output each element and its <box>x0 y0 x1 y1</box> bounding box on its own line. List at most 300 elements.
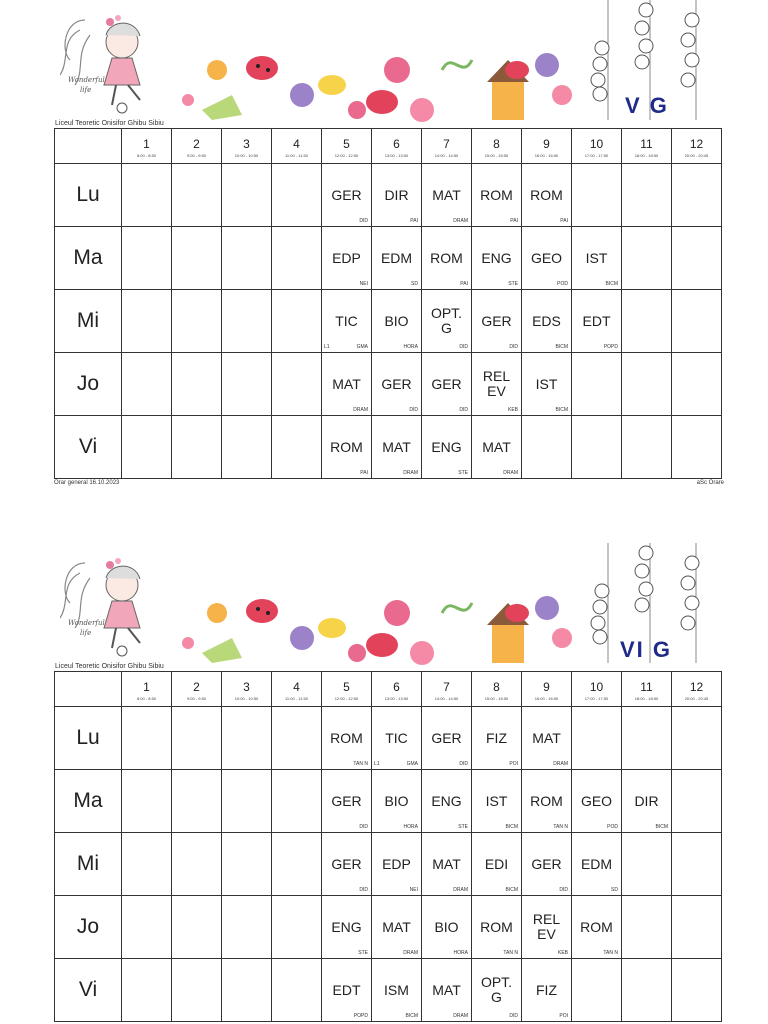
lesson-cell <box>122 896 172 959</box>
teacher-code: POPD <box>603 344 618 350</box>
subject-name: GEO <box>580 792 613 809</box>
svg-text:life: life <box>80 86 92 94</box>
period-time: 8:00 - 8:50 <box>136 152 157 158</box>
teacher-code: POI <box>509 761 518 767</box>
period-number: 1 <box>143 679 150 694</box>
subject-name: ROM <box>480 186 513 203</box>
lesson-cell <box>622 896 672 959</box>
lesson-cell <box>172 416 222 479</box>
period-header <box>422 672 472 707</box>
period-header <box>622 672 672 707</box>
period-number: 8 <box>493 679 500 694</box>
teacher-code: STE <box>508 281 518 287</box>
lesson-cell <box>322 353 372 416</box>
lesson-cell <box>322 290 372 353</box>
lesson-cell <box>122 290 172 353</box>
timetable-grid <box>54 671 722 1022</box>
day-row <box>55 416 722 479</box>
lesson-cell <box>272 770 322 833</box>
day-label: Ma <box>55 770 122 833</box>
lesson-cell <box>422 959 472 1022</box>
period-time: 12:00 - 12:50 <box>334 152 359 158</box>
period-number: 7 <box>443 679 450 694</box>
subject-name: TIC <box>385 729 408 746</box>
teacher-code: DID <box>509 344 518 350</box>
decorative-header <box>0 543 768 671</box>
lesson-cell <box>172 290 222 353</box>
subject-name: REL EV <box>532 911 561 942</box>
lesson-cell <box>572 770 622 833</box>
subject-name: OPT. G <box>430 305 463 336</box>
subject-name: BIO <box>384 312 409 329</box>
period-header <box>572 672 622 707</box>
lesson-cell <box>572 416 622 479</box>
subject-name: FIZ <box>536 981 557 998</box>
lesson-cell <box>422 416 472 479</box>
lesson-cell <box>172 959 222 1022</box>
period-header <box>122 129 172 164</box>
lesson-cell <box>472 896 522 959</box>
teacher-code: PAI <box>460 281 468 287</box>
period-time: 16:00 - 16:50 <box>534 695 559 701</box>
day-row <box>55 896 722 959</box>
period-time: 18:00 - 18:50 <box>634 152 659 158</box>
teacher-code: GMA <box>356 344 368 350</box>
period-time: 17:00 - 17:50 <box>584 695 609 701</box>
lesson-cell <box>572 353 622 416</box>
lesson-cell <box>472 353 522 416</box>
lesson-cell <box>622 833 672 896</box>
period-time: 9:00 - 9:50 <box>186 695 207 701</box>
teacher-code: POD <box>557 281 568 287</box>
lesson-cell <box>322 707 372 770</box>
subject-name: MAT <box>382 438 411 455</box>
period-header <box>172 129 222 164</box>
lesson-cell <box>572 833 622 896</box>
subject-name: MAT <box>432 981 461 998</box>
timetable-block-1 <box>0 0 768 500</box>
subject-name: REL EV <box>482 368 511 399</box>
day-label: Ma <box>55 227 122 290</box>
subject-name: GER <box>431 375 462 392</box>
teacher-code: NEI <box>409 887 418 893</box>
teacher-code: TAN N <box>553 824 568 830</box>
lesson-cell <box>422 833 472 896</box>
teacher-code: TAN N <box>503 950 518 956</box>
subject-name: GER <box>531 855 562 872</box>
girl-illustration <box>60 0 180 118</box>
subject-name: ROM <box>530 186 563 203</box>
period-number: 12 <box>689 679 704 694</box>
period-header <box>472 672 522 707</box>
day-label: Mi <box>55 833 122 896</box>
footer-left: Orar general 16.10.2023 <box>54 480 120 486</box>
teacher-code: DRAM <box>453 887 468 893</box>
teacher-code: HORA <box>403 824 418 830</box>
subject-name: EDP <box>332 249 361 266</box>
lesson-cell <box>372 770 422 833</box>
period-header <box>422 129 472 164</box>
subject-name: MAT <box>482 438 511 455</box>
lesson-cell <box>122 770 172 833</box>
teacher-code: BICM <box>555 344 568 350</box>
period-time: 15:00 - 15:50 <box>484 152 509 158</box>
lesson-cell <box>122 959 172 1022</box>
corner-cell <box>55 672 122 707</box>
period-number: 1 <box>143 136 150 151</box>
subject-name: GER <box>331 186 362 203</box>
subject-name: GER <box>481 312 512 329</box>
period-header <box>522 129 572 164</box>
subject-name: GER <box>331 792 362 809</box>
teacher-code: STE <box>358 950 368 956</box>
teacher-code: POI <box>559 1013 568 1019</box>
subject-name: EDT <box>582 312 611 329</box>
lesson-cell <box>522 959 572 1022</box>
subject-name: BIO <box>384 792 409 809</box>
period-header <box>322 129 372 164</box>
teacher-code: POD <box>607 824 618 830</box>
period-number: 4 <box>293 136 300 151</box>
period-time: 11:00 - 11:50 <box>285 695 308 701</box>
teacher-code: TAN N <box>603 950 618 956</box>
day-row <box>55 353 722 416</box>
school-name: Liceul Teoretic Onisifor Ghibu Sibiu <box>55 663 164 670</box>
teacher-code: PAI <box>410 218 418 224</box>
day-row <box>55 227 722 290</box>
subject-name: ROM <box>530 792 563 809</box>
lesson-cell <box>422 770 472 833</box>
lesson-cell <box>372 833 422 896</box>
lesson-cell <box>672 707 722 770</box>
lesson-cell <box>172 770 222 833</box>
lesson-cell <box>622 416 672 479</box>
subject-name: GER <box>381 375 412 392</box>
lesson-cell <box>272 227 322 290</box>
lesson-cell <box>272 164 322 227</box>
day-row <box>55 833 722 896</box>
lesson-cell <box>122 707 172 770</box>
lesson-cell <box>272 833 322 896</box>
svg-text:life: life <box>80 629 92 637</box>
period-header <box>672 672 722 707</box>
lesson-cell <box>222 290 272 353</box>
teacher-code: SD <box>611 887 618 893</box>
period-number: 11 <box>640 679 653 694</box>
subject-name: ISM <box>384 981 409 998</box>
period-number: 2 <box>193 679 200 694</box>
lesson-cell <box>222 164 272 227</box>
lesson-cell <box>322 416 372 479</box>
subject-name: FIZ <box>486 729 507 746</box>
lesson-cell <box>572 707 622 770</box>
period-header <box>122 672 172 707</box>
lesson-cell <box>322 227 372 290</box>
teacher-code: STE <box>458 470 468 476</box>
period-header-row <box>55 129 722 164</box>
day-label: Vi <box>55 416 122 479</box>
period-number: 6 <box>393 136 400 151</box>
teacher-code: HORA <box>403 344 418 350</box>
period-time: 16:00 - 16:50 <box>534 152 559 158</box>
subject-name: DIR <box>634 792 659 809</box>
lesson-cell <box>522 896 572 959</box>
lesson-cell <box>472 290 522 353</box>
teacher-code: BICM <box>555 407 568 413</box>
lesson-cell <box>222 707 272 770</box>
teacher-code: GMA <box>406 761 418 767</box>
lesson-cell <box>272 896 322 959</box>
period-time: 13:00 - 13:50 <box>384 695 409 701</box>
period-number: 3 <box>243 679 250 694</box>
subject-name: ROM <box>330 729 363 746</box>
lesson-cell <box>422 896 472 959</box>
teacher-code: BICM <box>605 281 618 287</box>
teacher-code: DID <box>459 344 468 350</box>
lesson-cell <box>372 707 422 770</box>
lesson-cell <box>172 353 222 416</box>
day-row <box>55 164 722 227</box>
lesson-cell <box>622 707 672 770</box>
period-time: 12:00 - 12:50 <box>334 695 359 701</box>
lesson-cell <box>372 896 422 959</box>
period-time: 18:00 - 18:50 <box>634 695 659 701</box>
teacher-code: DID <box>459 407 468 413</box>
lesson-cell <box>222 833 272 896</box>
teacher-code: DID <box>359 218 368 224</box>
teacher-code: BICM <box>505 887 518 893</box>
lesson-cell <box>272 353 322 416</box>
svg-text:Wonderful: Wonderful <box>68 619 105 627</box>
period-number: 10 <box>589 136 604 151</box>
period-number: 9 <box>543 136 550 151</box>
subject-name: ROM <box>580 918 613 935</box>
teacher-code: DRAM <box>553 761 568 767</box>
room-code: L1 <box>374 761 380 767</box>
teacher-code: KEB <box>557 950 568 956</box>
day-row <box>55 770 722 833</box>
timetable-block-2 <box>0 543 768 1024</box>
subject-name: ROM <box>480 918 513 935</box>
subject-name: ENG <box>431 438 462 455</box>
lesson-cell <box>222 770 272 833</box>
lesson-cell <box>622 770 672 833</box>
lesson-cell <box>572 896 622 959</box>
subject-name: EDP <box>382 855 411 872</box>
lesson-cell <box>422 227 472 290</box>
day-row <box>55 290 722 353</box>
period-header <box>672 129 722 164</box>
day-row <box>55 707 722 770</box>
subject-name: MAT <box>432 855 461 872</box>
lesson-cell <box>472 959 522 1022</box>
lesson-cell <box>172 707 222 770</box>
lesson-cell <box>522 164 572 227</box>
lesson-cell <box>672 353 722 416</box>
teacher-code: STE <box>458 824 468 830</box>
lesson-cell <box>622 290 672 353</box>
subject-name: EDT <box>332 981 361 998</box>
teacher-code: HORA <box>453 950 468 956</box>
period-number: 2 <box>193 136 200 151</box>
class-title: V G <box>625 93 669 118</box>
period-header <box>372 129 422 164</box>
period-number: 12 <box>689 136 704 151</box>
subject-name: EDI <box>484 855 509 872</box>
teacher-code: KEB <box>507 407 518 413</box>
lesson-cell <box>572 164 622 227</box>
period-time: 11:00 - 11:50 <box>285 152 308 158</box>
lesson-cell <box>272 707 322 770</box>
subject-name: ENG <box>331 918 362 935</box>
teacher-code: DRAM <box>453 1013 468 1019</box>
class-title: VI G <box>620 637 673 662</box>
teacher-code: BICM <box>405 1013 418 1019</box>
teacher-code: DRAM <box>453 218 468 224</box>
subject-name: MAT <box>532 729 561 746</box>
lesson-cell <box>622 227 672 290</box>
teacher-code: PAI <box>560 218 568 224</box>
lesson-cell <box>372 353 422 416</box>
lesson-cell <box>472 164 522 227</box>
period-number: 9 <box>543 679 550 694</box>
teacher-code: BICM <box>655 824 668 830</box>
period-time: 14:00 - 14:50 <box>434 695 459 701</box>
subject-name: IST <box>485 792 508 809</box>
lesson-cell <box>122 833 172 896</box>
lesson-cell <box>322 833 372 896</box>
teacher-code: DRAM <box>503 470 518 476</box>
lesson-cell <box>472 833 522 896</box>
lesson-cell <box>372 164 422 227</box>
lesson-cell <box>672 227 722 290</box>
period-header <box>572 129 622 164</box>
day-label: Jo <box>55 896 122 959</box>
lesson-cell <box>572 227 622 290</box>
girl-illustration <box>60 543 180 661</box>
period-number: 4 <box>293 679 300 694</box>
lesson-cell <box>322 770 372 833</box>
subject-name: MAT <box>432 186 461 203</box>
period-time: 20:00 - 20:45 <box>684 695 709 701</box>
teacher-code: PAI <box>360 470 368 476</box>
corner-cell <box>55 129 122 164</box>
timetable-grid <box>54 128 722 479</box>
lesson-cell <box>222 416 272 479</box>
period-time: 10:00 - 10:50 <box>234 152 259 158</box>
lesson-cell <box>522 290 572 353</box>
subject-name: ROM <box>330 438 363 455</box>
lesson-cell <box>672 164 722 227</box>
lesson-cell <box>222 353 272 416</box>
lesson-cell <box>522 833 572 896</box>
period-time: 9:00 - 9:50 <box>186 152 207 158</box>
subject-name: DIR <box>384 186 409 203</box>
subject-name: GER <box>331 855 362 872</box>
lesson-cell <box>672 770 722 833</box>
lesson-cell <box>572 290 622 353</box>
lesson-cell <box>172 164 222 227</box>
period-time: 8:00 - 8:50 <box>136 695 157 701</box>
lesson-cell <box>372 416 422 479</box>
lesson-cell <box>672 959 722 1022</box>
period-header <box>222 129 272 164</box>
lesson-cell <box>222 896 272 959</box>
period-header <box>622 129 672 164</box>
teacher-code: SD <box>411 281 418 287</box>
day-label: Jo <box>55 353 122 416</box>
period-time: 14:00 - 14:50 <box>434 152 459 158</box>
day-label: Lu <box>55 707 122 770</box>
period-time: 10:00 - 10:50 <box>234 695 259 701</box>
lesson-cell <box>272 290 322 353</box>
lesson-cell <box>472 416 522 479</box>
period-header <box>172 672 222 707</box>
lesson-cell <box>422 290 472 353</box>
lesson-cell <box>522 353 572 416</box>
lesson-cell <box>122 353 172 416</box>
period-header <box>472 129 522 164</box>
lesson-cell <box>672 833 722 896</box>
decor-handwriting: Wonderful <box>68 76 105 84</box>
subject-name: MAT <box>382 918 411 935</box>
teacher-code: DID <box>359 824 368 830</box>
lesson-cell <box>472 770 522 833</box>
teacher-code: POPD <box>353 1013 368 1019</box>
lesson-cell <box>522 770 572 833</box>
subject-name: ENG <box>431 792 462 809</box>
teacher-code: DRAM <box>403 470 418 476</box>
period-number: 11 <box>640 136 653 151</box>
lesson-cell <box>672 896 722 959</box>
school-name: Liceul Teoretic Onisifor Ghibu Sibiu <box>55 120 164 127</box>
lesson-cell <box>622 164 672 227</box>
teacher-code: DID <box>359 887 368 893</box>
period-number: 10 <box>589 679 604 694</box>
subject-name: MAT <box>332 375 361 392</box>
teacher-code: DID <box>509 1013 518 1019</box>
period-time: 15:00 - 15:50 <box>484 695 509 701</box>
period-time: 13:00 - 13:50 <box>384 152 409 158</box>
lesson-cell <box>322 164 372 227</box>
period-number: 5 <box>343 136 350 151</box>
lesson-cell <box>172 896 222 959</box>
teacher-code: DRAM <box>403 950 418 956</box>
lesson-cell <box>572 959 622 1022</box>
room-code: L1 <box>324 344 330 350</box>
period-header <box>272 129 322 164</box>
day-label: Vi <box>55 959 122 1022</box>
lesson-cell <box>322 896 372 959</box>
period-number: 3 <box>243 136 250 151</box>
day-label: Mi <box>55 290 122 353</box>
period-header <box>222 672 272 707</box>
teacher-code: DID <box>409 407 418 413</box>
lesson-cell <box>272 959 322 1022</box>
period-header <box>522 672 572 707</box>
lesson-cell <box>672 290 722 353</box>
lesson-cell <box>622 353 672 416</box>
subject-name: ROM <box>430 249 463 266</box>
period-header-row <box>55 672 722 707</box>
subject-name: IST <box>585 249 608 266</box>
subject-name: BIO <box>434 918 459 935</box>
subject-name: ENG <box>481 249 512 266</box>
teacher-code: TAN N <box>353 761 368 767</box>
teacher-code: DID <box>559 887 568 893</box>
day-row <box>55 959 722 1022</box>
flower-banner <box>182 583 578 669</box>
